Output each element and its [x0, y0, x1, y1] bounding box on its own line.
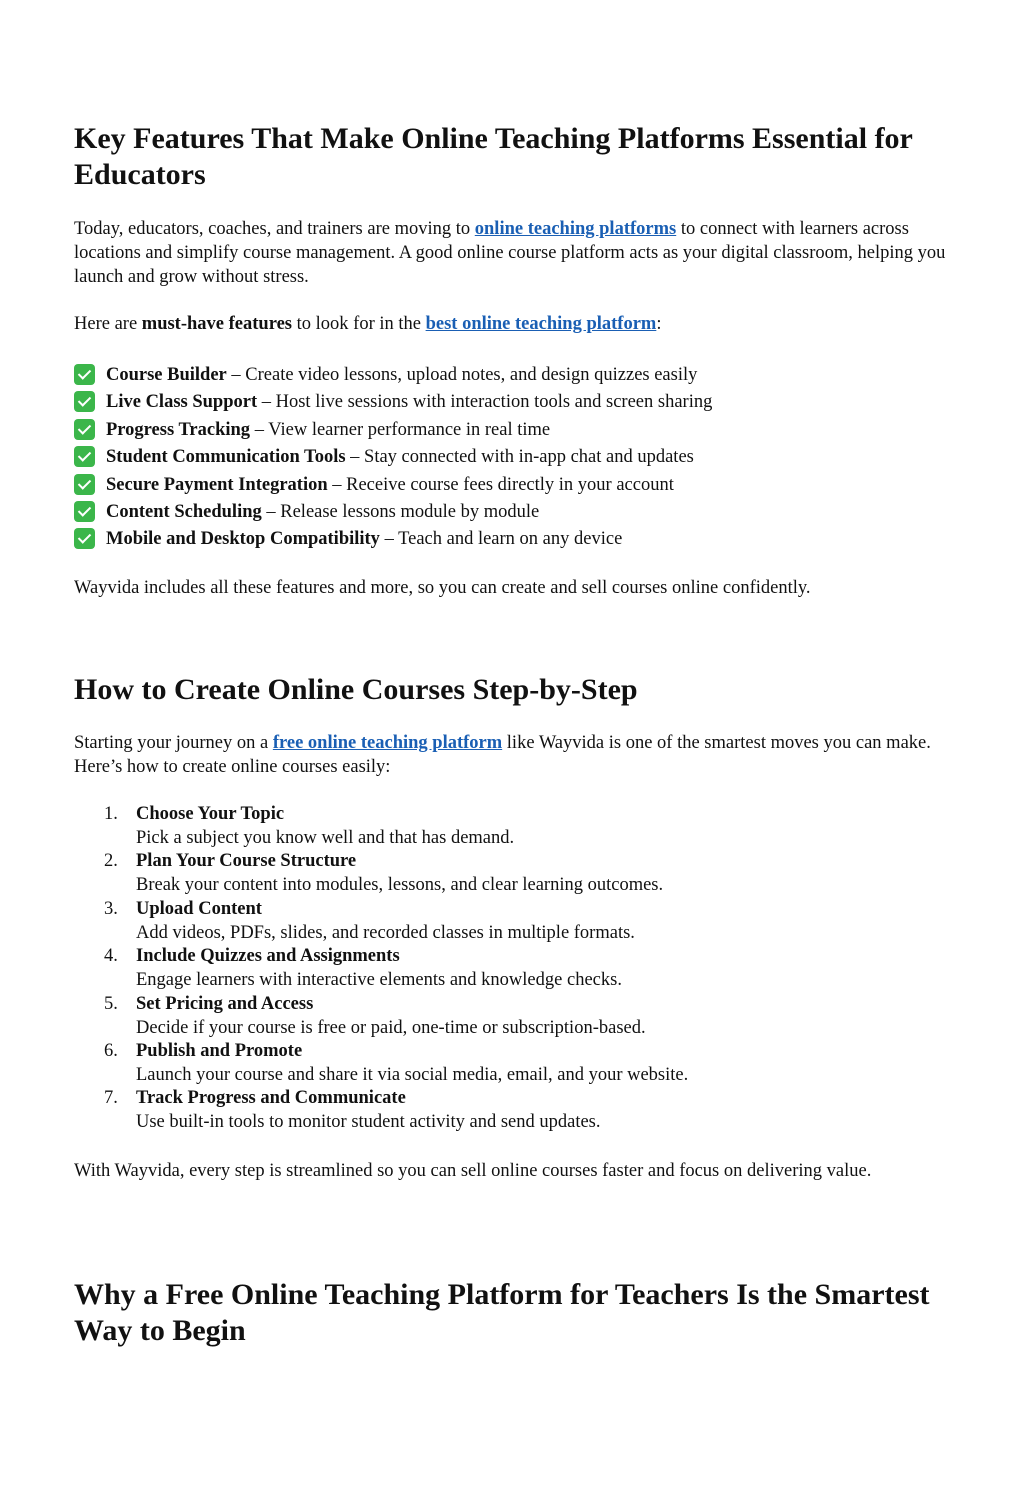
- step-item: [74, 944, 954, 991]
- feature-title: Secure Payment Integration: [106, 474, 328, 495]
- step-title: Include Quizzes and Assignments: [136, 946, 400, 967]
- step-number: 2.: [104, 851, 118, 872]
- link-online-teaching-platforms[interactable]: online teaching platforms: [474, 219, 677, 239]
- feature-text: [106, 445, 694, 469]
- feature-desc: – Create video lessons, upload notes, and design quizzes easily: [226, 365, 698, 385]
- step-title: Publish and Promote: [136, 1040, 303, 1061]
- link-best-online-teaching-platform[interactable]: best online teaching platform: [425, 314, 657, 334]
- step-item: [74, 802, 954, 849]
- step-desc: Engage learners with interactive elements and knowledge checks.: [136, 970, 622, 991]
- step-desc: Launch your course and share it via social media, email, and your website.: [136, 1064, 689, 1085]
- step-number: 1.: [104, 804, 118, 824]
- step-item: [74, 1039, 954, 1086]
- lead-text-middle: to look for in the: [292, 314, 426, 334]
- steps-list: [74, 802, 954, 1134]
- feature-title: Content Scheduling: [106, 501, 262, 522]
- step-number: 4.: [104, 946, 118, 967]
- features-closing-paragraph: Wayvida includes all these features and more, so you can create and sell courses online confidently.: [74, 578, 811, 598]
- feature-desc: – View learner performance in real time: [250, 419, 551, 440]
- feature-item: [74, 418, 954, 445]
- step-item: [74, 897, 954, 944]
- feature-title: Mobile and Desktop Compatibility: [106, 529, 380, 550]
- step-desc: Break your content into modules, lessons, and clear learning outcomes.: [136, 875, 664, 896]
- step-item: [74, 992, 954, 1039]
- step-desc: Pick a subject you know well and that has demand.: [136, 828, 515, 848]
- feature-item: [74, 390, 954, 417]
- check-box-icon: [74, 391, 95, 412]
- lead-text-end: :: [656, 314, 662, 334]
- feature-item: [74, 445, 954, 472]
- feature-desc: – Teach and learn on any device: [379, 529, 623, 550]
- check-box-icon: [74, 419, 95, 440]
- feature-desc: – Receive course fees directly in your account: [327, 474, 674, 495]
- step-number: 7.: [104, 1088, 118, 1109]
- feature-text: [106, 390, 712, 414]
- step-desc: Add videos, PDFs, slides, and recorded classes in multiple formats.: [136, 922, 635, 943]
- step-title: Choose Your Topic: [136, 804, 285, 824]
- lead-text-start: Here are: [74, 314, 142, 334]
- feature-text: [106, 500, 539, 524]
- heading-free-platform: Why a Free Online Teaching Platform for Teachers Is the Smartest Way to Begin: [74, 1278, 930, 1347]
- feature-item: [74, 473, 954, 500]
- feature-title: Student Communication Tools: [106, 447, 346, 468]
- feature-item: [74, 363, 954, 390]
- feature-title: Course Builder: [106, 365, 227, 385]
- feature-text: [106, 363, 697, 387]
- intro-paragraph: [74, 217, 954, 289]
- check-box-icon: [74, 446, 95, 467]
- features-list: [74, 363, 954, 555]
- step-number: 6.: [104, 1040, 118, 1061]
- intro-text-end: to connect with learners across locations and simplify course management. A good online course platform acts as your digital classroom, helping you launch and grow without stress.: [74, 219, 946, 287]
- steps-closing-paragraph: With Wayvida, every step is streamlined so you can sell online courses faster and focus on delivering value.: [74, 1161, 872, 1181]
- step-title: Set Pricing and Access: [136, 993, 314, 1014]
- feature-title: Live Class Support: [106, 392, 258, 413]
- heading-key-features: Key Features That Make Online Teaching Platforms Essential for Educators: [74, 122, 913, 191]
- step-item: [74, 1086, 954, 1133]
- link-free-online-teaching-platform[interactable]: free online teaching platform: [272, 733, 503, 753]
- check-box-icon: [74, 474, 95, 495]
- step-number: 5.: [104, 993, 118, 1014]
- feature-text: [106, 418, 550, 442]
- step-number: 3.: [104, 898, 118, 919]
- check-box-icon: [74, 528, 95, 549]
- step-desc: Use built-in tools to monitor student activity and send updates.: [136, 1112, 601, 1133]
- step-title: Track Progress and Communicate: [136, 1088, 406, 1109]
- step-title: Upload Content: [136, 898, 262, 919]
- feature-text: [106, 527, 622, 551]
- steps-intro-paragraph: [74, 731, 954, 779]
- feature-item: [74, 527, 954, 554]
- features-lead-paragraph: [74, 312, 954, 336]
- feature-title: Progress Tracking: [106, 419, 251, 440]
- check-box-icon: [74, 501, 95, 522]
- steps-intro-start: Starting your journey on a: [74, 733, 273, 753]
- step-title: Plan Your Course Structure: [136, 851, 357, 872]
- lead-bold-text: must-have features: [141, 314, 292, 334]
- intro-text-start: Today, educators, coaches, and trainers are moving to: [74, 219, 475, 239]
- feature-item: [74, 500, 954, 527]
- feature-desc: – Release lessons module by module: [261, 501, 540, 522]
- feature-desc: – Host live sessions with interaction tools and screen sharing: [257, 392, 713, 413]
- feature-text: [106, 473, 674, 497]
- steps-intro-end: like Wayvida is one of the smartest moves you can make. Here’s how to create online courses easily:: [74, 733, 931, 777]
- step-desc: Decide if your course is free or paid, one-time or subscription-based.: [136, 1017, 646, 1038]
- step-item: [74, 849, 954, 896]
- feature-desc: – Stay connected with in-app chat and updates: [345, 447, 694, 468]
- check-box-icon: [74, 364, 95, 385]
- heading-create-courses: How to Create Online Courses Step-by-Step: [74, 673, 638, 706]
